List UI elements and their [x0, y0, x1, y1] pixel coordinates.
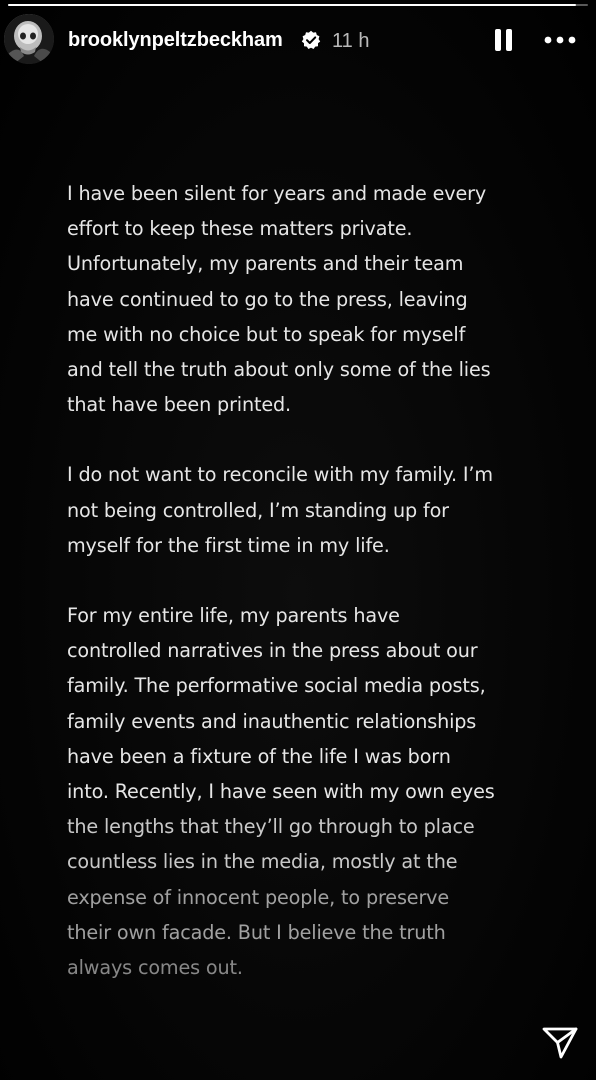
story-paragraph — [67, 176, 537, 422]
story-username[interactable]: brooklynpeltzbeckham — [68, 29, 283, 51]
text-line: I have been silent for years and made every — [67, 182, 487, 205]
story-text-content — [67, 176, 537, 985]
profile-avatar[interactable] — [4, 14, 54, 64]
text-line: always comes out. — [67, 956, 243, 980]
text-line: expense of innocent people, to preserve — [67, 885, 450, 909]
story-progress-fill — [8, 4, 576, 6]
pause-button[interactable] — [490, 26, 518, 54]
text-line: Unfortunately, my parents and their team — [67, 252, 464, 276]
text-line: not being controlled, I’m standing up for — [67, 498, 449, 522]
text-line: their own facade. But I believe the truth — [67, 920, 446, 944]
story-paragraph — [67, 457, 537, 563]
pause-icon — [490, 26, 518, 54]
text-line: family events and inauthentic relationships — [67, 709, 477, 733]
text-line: and tell the truth about only some of the lies — [67, 358, 491, 382]
text-line: the lengths that they’ll go through to place — [67, 815, 475, 839]
text-line: have continued to go to the press, leaving — [67, 287, 468, 311]
text-line: family. The performative social media posts, — [67, 674, 486, 698]
more-options-button[interactable] — [540, 26, 580, 54]
text-line: For my entire life, my parents have — [67, 604, 400, 628]
story-header — [0, 14, 596, 68]
more-horizontal-icon — [540, 26, 580, 54]
text-line: myself for the first time in my life. — [67, 533, 390, 557]
text-line: me with no choice but to speak for myself — [67, 322, 466, 346]
verified-badge-icon — [301, 30, 321, 50]
text-line: effort to keep these matters private. — [67, 217, 413, 241]
send-share-icon — [540, 1022, 580, 1062]
avatar-image-icon — [4, 14, 54, 64]
text-line: have been a fixture of the life I was born — [67, 744, 451, 768]
story-paragraph — [67, 598, 537, 985]
text-line: controlled narratives in the press about our — [67, 639, 478, 663]
text-line: I do not want to reconcile with my family. I’m — [67, 463, 493, 487]
share-button[interactable] — [540, 1022, 580, 1062]
story-progress-bar — [8, 4, 588, 6]
text-line: that have been printed. — [67, 393, 292, 417]
text-line: into. Recently, I have seen with my own eyes — [67, 780, 495, 804]
text-line: countless lies in the media, mostly at the — [67, 850, 458, 874]
story-timestamp: 11 h — [332, 30, 370, 52]
